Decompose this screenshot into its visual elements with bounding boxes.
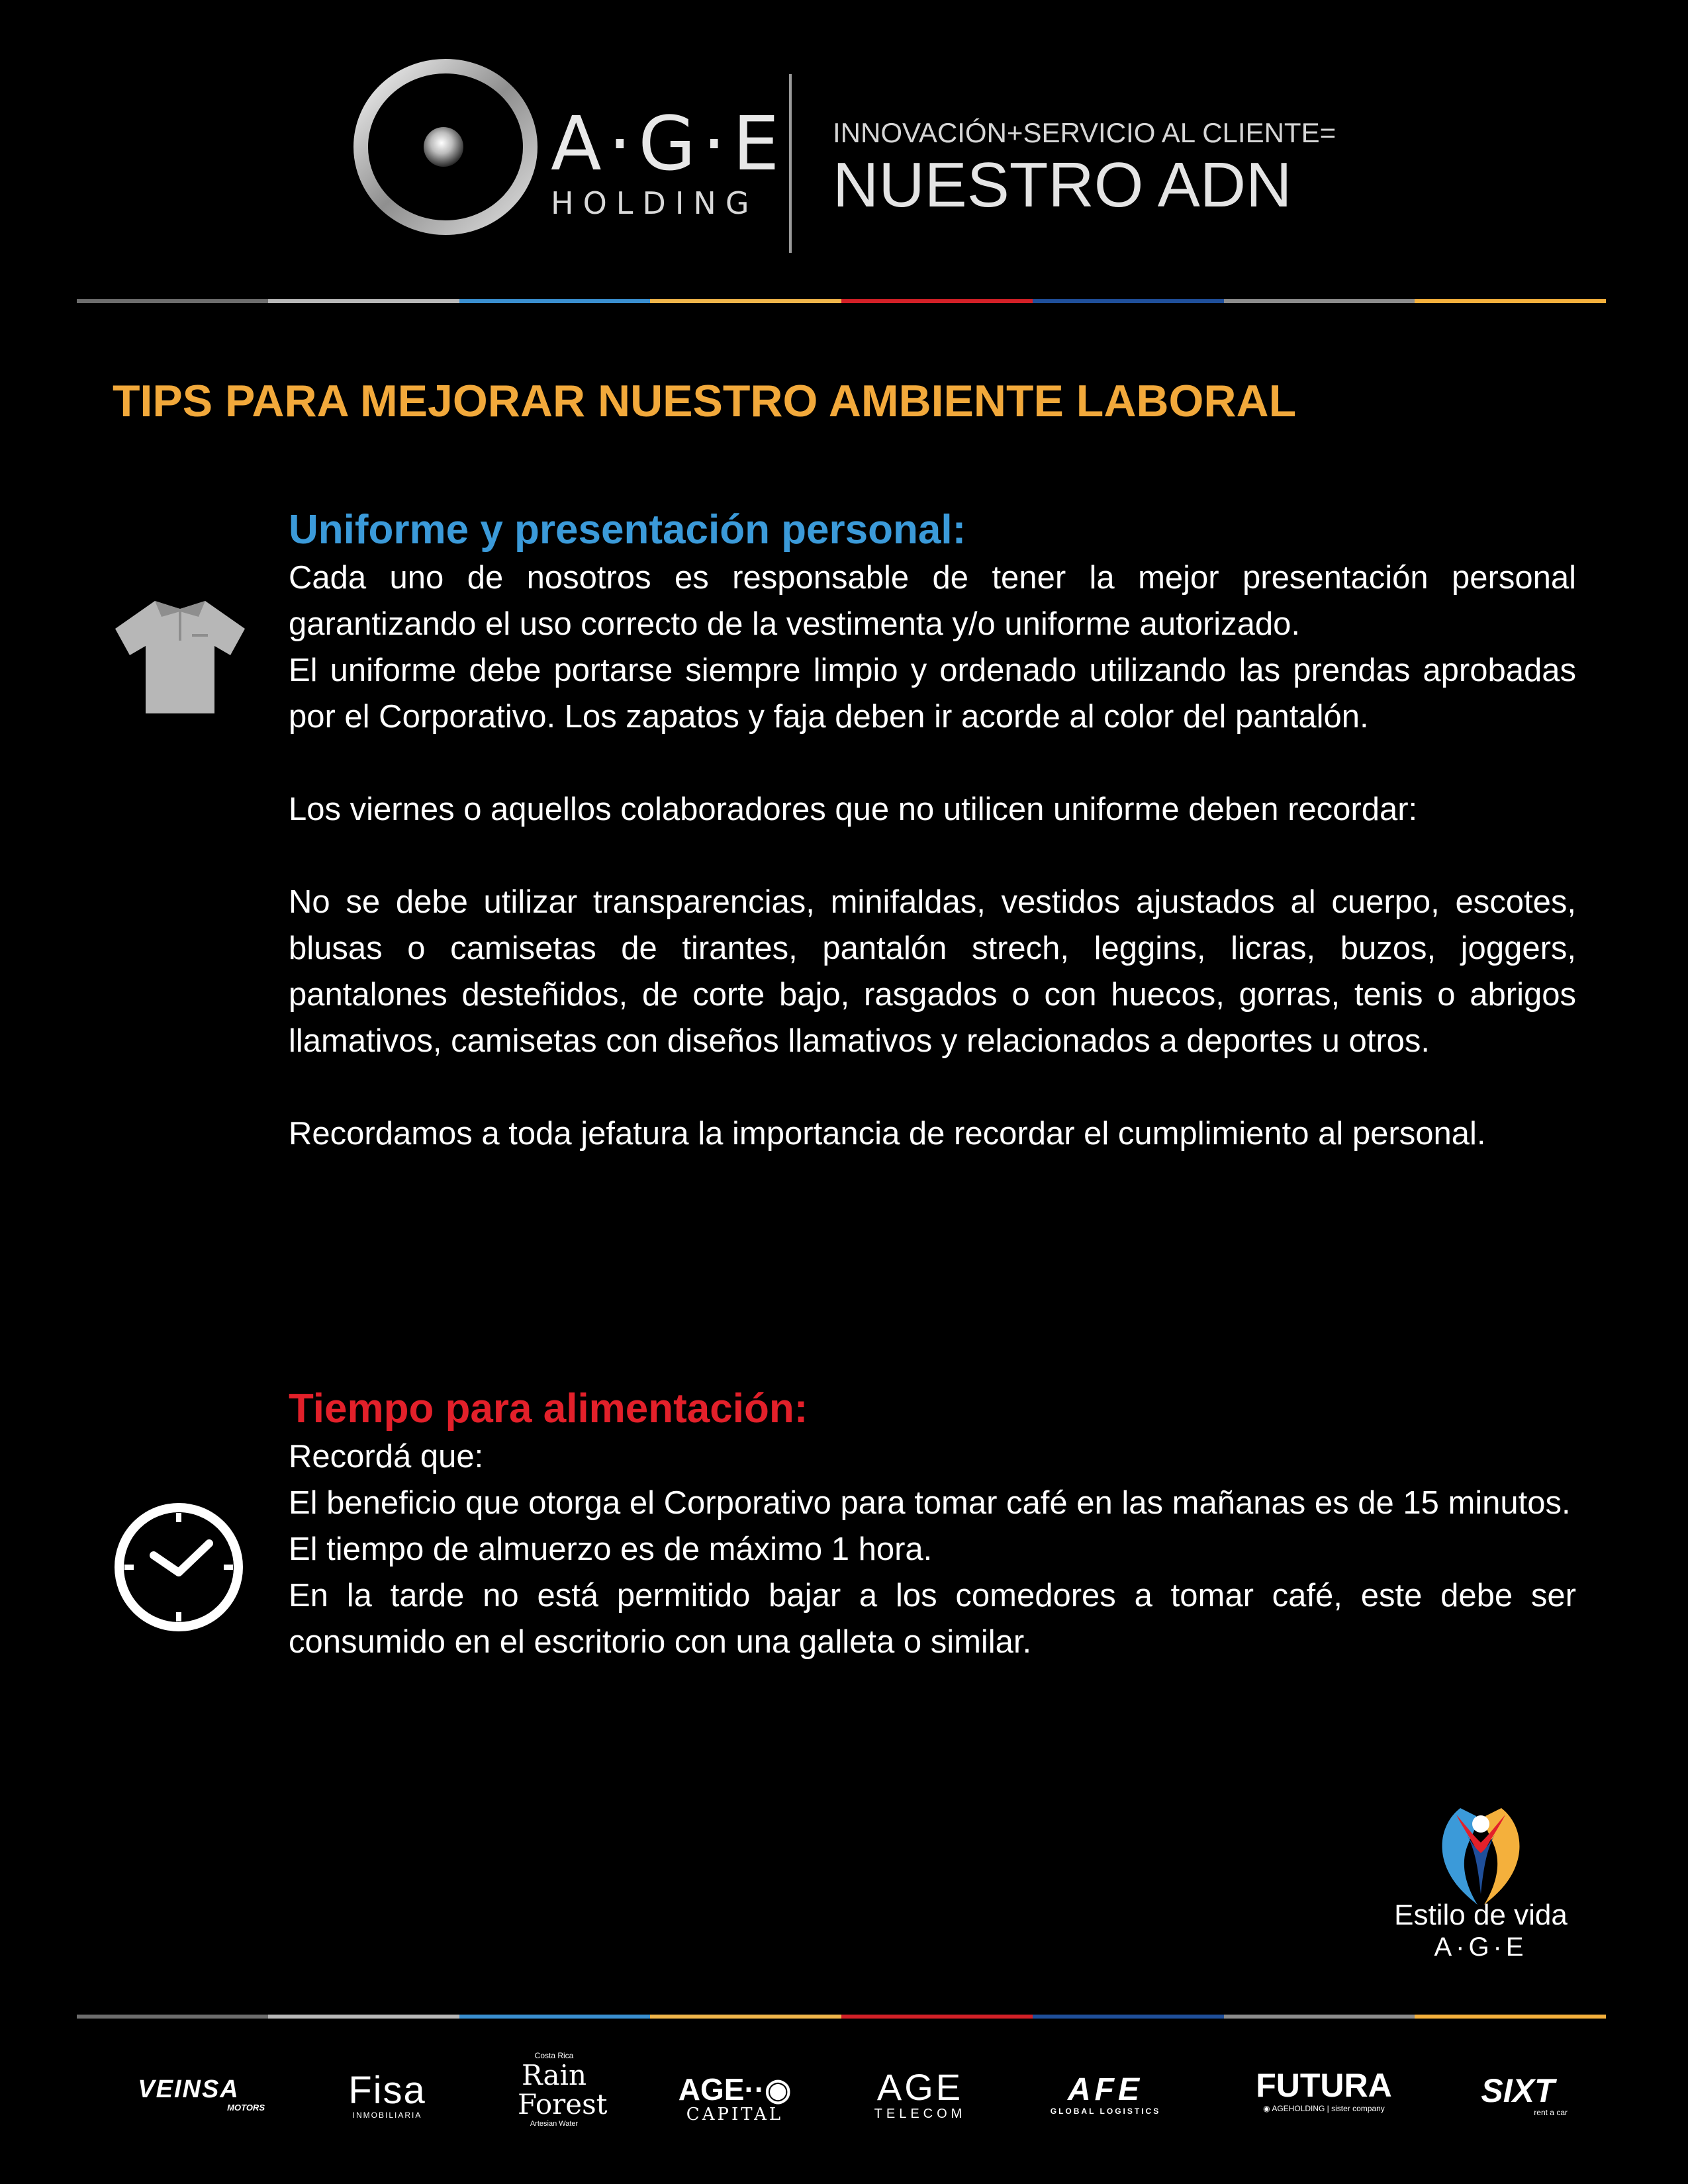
stripe-segment: [459, 299, 651, 303]
futura-name: FUTURA: [1256, 2067, 1392, 2104]
stripe-segment: [650, 2015, 841, 2019]
stripe-segment: [1415, 2015, 1606, 2019]
paragraph: No se debe utilizar transparencias, minifaldas, vestidos ajustados al cuerpo, escotes, blusas o camisetas de tirantes, pantalón strech, leggins, licras, buzos, joggers, pantalones desteñidos, de corte bajo, rasgados o con huecos, gorras, tenis o abrigos llamativos, camisetas con diseños llamativos y relacionados a deportes u otros.: [289, 884, 1576, 1059]
paragraph: Recordá que:: [289, 1439, 484, 1475]
paragraph: El uniforme debe portarse siempre limpio y ordenado utilizando las prendas aprobadas por el Corporativo. Los zapatos y faja deben ir acorde al color del pantalón.: [289, 653, 1576, 735]
rainforest-sub: Artesian Water: [530, 2120, 579, 2128]
stripe-segment: [1033, 299, 1224, 303]
stripe-segment: [841, 299, 1033, 303]
section-title-uniform: Uniforme y presentación personal:: [289, 507, 966, 553]
lifestyle-brand: A·G·E: [1434, 1933, 1528, 1962]
stripe-segment: [1033, 2015, 1224, 2019]
stripe-segment: [459, 2015, 651, 2019]
fisa-name: Fisa: [348, 2069, 426, 2112]
lifestyle-figure-icon: [1430, 1801, 1532, 1907]
stripe-segment: [1224, 299, 1415, 303]
sixt-logo: [1468, 2074, 1568, 2116]
paragraph: El beneficio que otorga el Corporativo para tomar café en las mañanas es de 15 minutos.: [289, 1485, 1571, 1521]
shirt-icon: [114, 594, 246, 715]
top-color-stripe: [77, 299, 1606, 303]
page-title: TIPS PARA MEJORAR NUESTRO AMBIENTE LABORAL: [113, 376, 1297, 426]
stripe-segment: [268, 2015, 459, 2019]
fisa-logo: [334, 2071, 440, 2119]
stripe-segment: [1224, 2015, 1415, 2019]
paragraph-spacer: [289, 1064, 1576, 1111]
rainforest-logo: [504, 2051, 608, 2128]
afe-name: AFE: [1068, 2072, 1143, 2107]
paragraph: Los viernes o aquellos colaboradores que no utilicen uniforme deben recordar:: [289, 792, 1418, 827]
sixt-sub: rent a car: [1534, 2108, 1568, 2117]
stripe-segment: [1415, 299, 1606, 303]
veinsa-sub: MOTORS: [227, 2103, 265, 2113]
section-title-meal-time: Tiempo para alimentación:: [289, 1386, 808, 1432]
sixt-name: SIXT: [1481, 2072, 1555, 2109]
age-capital-sub: CAPITAL: [686, 2105, 784, 2124]
brand-subtitle: HOLDING: [551, 185, 759, 221]
slogan-big: NUESTRO ADN: [833, 150, 1292, 220]
slogan-small: INNOVACIÓN+SERVICIO AL CLIENTE=: [833, 117, 1336, 148]
age-capital-name: AGE··◉: [678, 2072, 792, 2107]
paragraph: En la tarde no está permitido bajar a los comedores a tomar café, este debe ser consumido en el escritorio con una galleta o similar.: [289, 1578, 1576, 1660]
header-divider: [789, 74, 792, 253]
stripe-segment: [77, 299, 268, 303]
section-body-meal-time: [289, 1433, 1576, 1665]
paragraph: Cada uno de nosotros es responsable de tener la mejor presentación personal garantizando el uso correcto de la vestimenta y/o uniforme autorizado.: [289, 560, 1576, 642]
age-capital-logo: [669, 2074, 801, 2123]
paragraph-spacer: [289, 740, 1576, 786]
age-telecom-logo: [861, 2066, 980, 2121]
stripe-segment: [77, 2015, 268, 2019]
bottom-color-stripe: [77, 2015, 1606, 2019]
futura-logo: [1244, 2069, 1403, 2113]
brand-name: A·G·E: [551, 101, 786, 187]
age-logo-ring-icon: [350, 54, 541, 240]
afe-logo: [1039, 2074, 1172, 2115]
paragraph: El tiempo de almuerzo es de máximo 1 hora.: [289, 1531, 933, 1567]
section-body-uniform: [289, 555, 1576, 1157]
veinsa-name: VEINSA: [138, 2075, 240, 2103]
veinsa-logo: [113, 2077, 265, 2112]
clock-icon: [111, 1500, 246, 1635]
fisa-sub: INMOBILIARIA: [352, 2111, 422, 2120]
rainforest-name: Rain Forest: [518, 2059, 608, 2120]
age-telecom-sub: TELECOM: [874, 2107, 966, 2121]
paragraph: Recordamos a toda jefatura la importancia de recordar el cumplimiento al personal.: [289, 1116, 1486, 1152]
stripe-segment: [268, 299, 459, 303]
stripe-segment: [841, 2015, 1033, 2019]
lifestyle-label: Estilo de vida: [1394, 1899, 1568, 1931]
paragraph-spacer: [289, 833, 1576, 879]
rainforest-top: Costa Rica: [534, 2051, 574, 2060]
futura-sub: ◉ AGEHOLDING | sister company: [1263, 2104, 1385, 2113]
stripe-segment: [650, 299, 841, 303]
afe-sub: GLOBAL LOGISTICS: [1050, 2107, 1161, 2116]
age-telecom-name: AGE: [876, 2066, 964, 2108]
